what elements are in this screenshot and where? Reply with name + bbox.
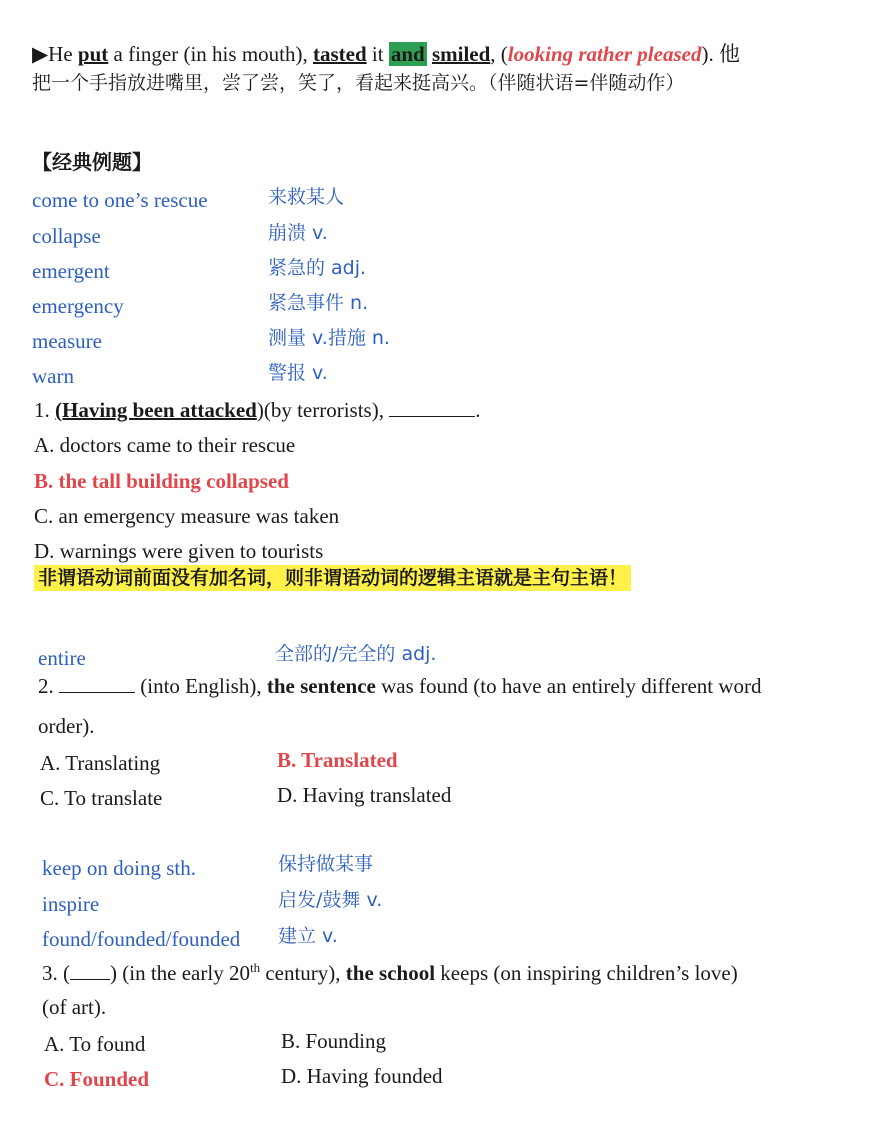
q1-phrase: (Having been attacked xyxy=(55,398,257,422)
vocab-en: collapse xyxy=(32,224,101,248)
q3-option-c-answer: C. Founded xyxy=(44,1067,150,1091)
q3-option-a: A. To found xyxy=(44,1032,146,1056)
vocab-en: emergent xyxy=(32,259,110,283)
vocab-cn: 测量 v.措施 n. xyxy=(268,327,390,349)
word-looking-pleased: looking rather pleased xyxy=(507,42,702,66)
q1-option-b-answer: B. the tall building collapsed xyxy=(34,469,289,493)
q1-option-a: A. doctors came to their rescue xyxy=(34,433,296,457)
q1-option-c: C. an emergency measure was taken xyxy=(34,504,340,528)
vocab-en: found/founded/founded xyxy=(42,927,241,951)
question-3: 3. ( ) (in the early 20th century), the school keeps (on inspiring children’s love) xyxy=(42,960,738,985)
vocab-cn: 建立 v. xyxy=(278,925,338,947)
vocab-en: come to one’s rescue xyxy=(32,188,208,212)
q2-option-b-answer: B. Translated xyxy=(277,748,398,772)
vocab-en: inspire xyxy=(42,892,100,916)
vocab-en: keep on doing sth. xyxy=(42,856,196,880)
vocab-cn: 保持做某事 xyxy=(278,853,374,875)
vocab-cn: 崩溃 v. xyxy=(268,222,328,244)
section-title: 【经典例题】 xyxy=(32,150,152,174)
question-2: 2. (into English), the sentence was found (to have an entirely different word xyxy=(38,674,762,698)
grammar-note-highlight: 非谓语动词前面没有加名词，则非谓语动词的逻辑主语就是主句主语！ xyxy=(34,565,631,591)
word-smiled: smiled xyxy=(431,42,491,66)
vocab-cn: 紧急事件 n. xyxy=(268,292,369,314)
answer-blank xyxy=(389,398,475,417)
triangle-marker-icon: ▶ xyxy=(32,42,49,66)
question-1: 1. (Having been attacked)(by terrorists), . xyxy=(34,398,481,422)
vocab-cn: 紧急的 adj. xyxy=(268,257,367,279)
vocab-cn: 启发/鼓舞 v. xyxy=(278,889,383,911)
q2-option-a: A. Translating xyxy=(40,751,161,775)
vocab-cn: 全部的/完全的 adj. xyxy=(275,643,437,665)
vocab-en: measure xyxy=(32,329,102,353)
vocab-en: emergency xyxy=(32,294,124,318)
answer-blank xyxy=(70,961,110,980)
answer-blank xyxy=(59,674,135,693)
vocab-cn: 警报 v. xyxy=(268,362,328,384)
intro-sentence: ▶He put a finger (in his mouth), tasted it and smiled, (looking rather pleased). 他 xyxy=(32,42,740,66)
word-and-highlight: and xyxy=(390,42,425,66)
intro-translation: 把一个手指放进嘴里，尝了尝，笑了，看起来挺高兴。（伴随状语=伴随动作） xyxy=(32,72,685,94)
vocab-en: warn xyxy=(32,364,74,388)
question-3-line2: (of art). xyxy=(42,995,107,1019)
q2-option-d: D. Having translated xyxy=(277,783,452,807)
grammar-note xyxy=(34,565,631,590)
q1-option-d: D. warnings were given to tourists xyxy=(34,539,324,563)
q3-option-b: B. Founding xyxy=(281,1029,387,1053)
question-2-line2: order). xyxy=(38,714,95,738)
q2-option-c: C. To translate xyxy=(40,786,163,810)
q3-option-d: D. Having founded xyxy=(281,1064,443,1088)
word-put: put xyxy=(77,42,109,66)
vocab-cn: 来救某人 xyxy=(268,186,345,208)
vocab-en: entire xyxy=(38,646,86,670)
word-tasted: tasted xyxy=(312,42,367,66)
